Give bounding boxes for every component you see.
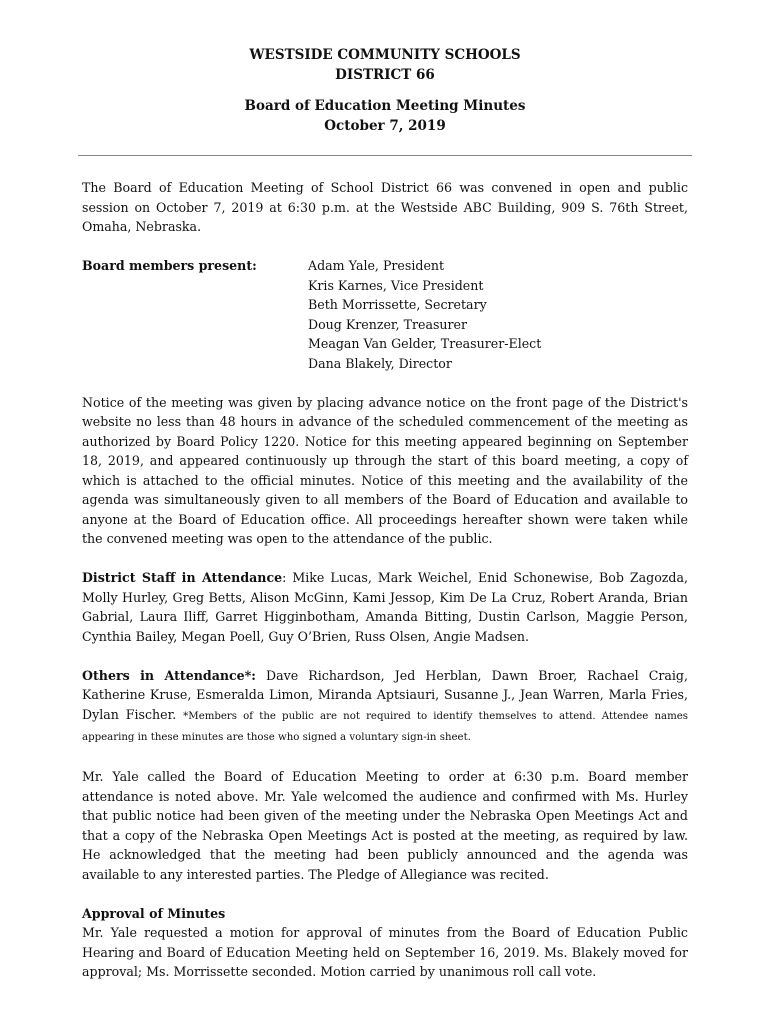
header-divider xyxy=(78,155,692,156)
meeting-date: October 7, 2019 xyxy=(324,117,446,134)
others-attendance-names: Dave Richardson, Jed Herblan, Dawn Broer, Rachael Craig, Katherine Kruse, Esmeralda Limon, Miranda Aptsiauri, Susanne J., Jean Warren, Marla Fries, Dylan Fischer. xyxy=(82,667,688,722)
district-name: DISTRICT 66 xyxy=(335,66,435,83)
document-title: Board of Education Meeting Minutes xyxy=(244,98,526,114)
staff-attendance-paragraph xyxy=(82,568,688,646)
board-members-label: Board members present: xyxy=(82,258,257,273)
others-attendance-label: Others in Attendance*: xyxy=(82,667,256,683)
others-attendance-footnote: *Members of the public are not required to identify themselves to attend. Attendee names appearing in these minutes are those who signed a voluntary sign-in sheet. xyxy=(82,710,688,743)
board-member: Dana Blakely, Director xyxy=(308,355,452,371)
others-attendance-paragraph xyxy=(82,666,688,748)
call-to-order-paragraph: Mr. Yale called the Board of Education Meeting to order at 6:30 p.m. Board member attendance is noted above. Mr. Yale welcomed the audience and confirmed with Ms. Hurley that public notice had been given of the meeting under the Nebraska Open Meetings Act and that a copy of the Nebraska Open Meetings Act is posted at the meeting, as required by law. He acknowledged that the meeting had been publicly announced and the agenda was available to any interested parties. The Pledge of Allegiance was recited. xyxy=(82,769,688,882)
board-member: Meagan Van Gelder, Treasurer-Elect xyxy=(308,336,542,351)
board-members-list xyxy=(308,256,541,373)
board-member: Beth Morrissette, Secretary xyxy=(308,297,487,312)
document-header xyxy=(82,46,688,136)
document-page xyxy=(82,46,688,982)
board-members-section xyxy=(82,256,688,373)
board-member: Kris Karnes, Vice President xyxy=(308,277,484,293)
approval-heading: Approval of Minutes xyxy=(82,905,226,921)
approval-paragraph: Mr. Yale requested a motion for approval of minutes from the Board of Education Public Hearing and Board of Education Meeting held on September 16, 2019. Ms. Blakely moved for approval; Ms. Morrissette seconded. Motion carried by unanimous roll call vote. xyxy=(82,925,688,979)
board-member: Adam Yale, President xyxy=(308,258,445,273)
org-name: WESTSIDE COMMUNITY SCHOOLS xyxy=(249,47,521,63)
staff-attendance-names: : Mike Lucas, Mark Weichel, Enid Schonewise, Bob Zagozda, Molly Hurley, Greg Betts, Alison McGinn, Kami Jessop, Kim De La Cruz, Robert Aranda, Brian Gabrial, Laura Iliff, Garret Higginbotham, Amanda Bitting, Dustin Carlson, Maggie Person, Cynthia Bailey, Megan Poell, Guy O’Brien, Russ Olsen, Angie Madsen. xyxy=(82,570,688,644)
staff-attendance-label: District Staff in Attendance xyxy=(82,570,283,585)
notice-paragraph: Notice of the meeting was given by placing advance notice on the front page of the District's website no less than 48 hours in advance of the scheduled commencement of the meeting as authorized by Board Policy 1220. Notice for this meeting appeared beginning on September 18, 2019, and appeared continuously up through the start of this board meeting, a copy of which is attached to the official minutes. Notice of this meeting and the availability of the agenda was simultaneously given to all members of the Board of Education and available to anyone at the Board of Education office. All proceedings hereafter shown were taken while the convened meeting was open to the attendance of the public. xyxy=(82,394,688,546)
intro-paragraph: The Board of Education Meeting of School District 66 was convened in open and public session on October 7, 2019 at 6:30 p.m. at the Westside ABC Building, 909 S. 76th Street, Omaha, Nebraska. xyxy=(82,180,688,234)
board-member: Doug Krenzer, Treasurer xyxy=(308,316,468,332)
